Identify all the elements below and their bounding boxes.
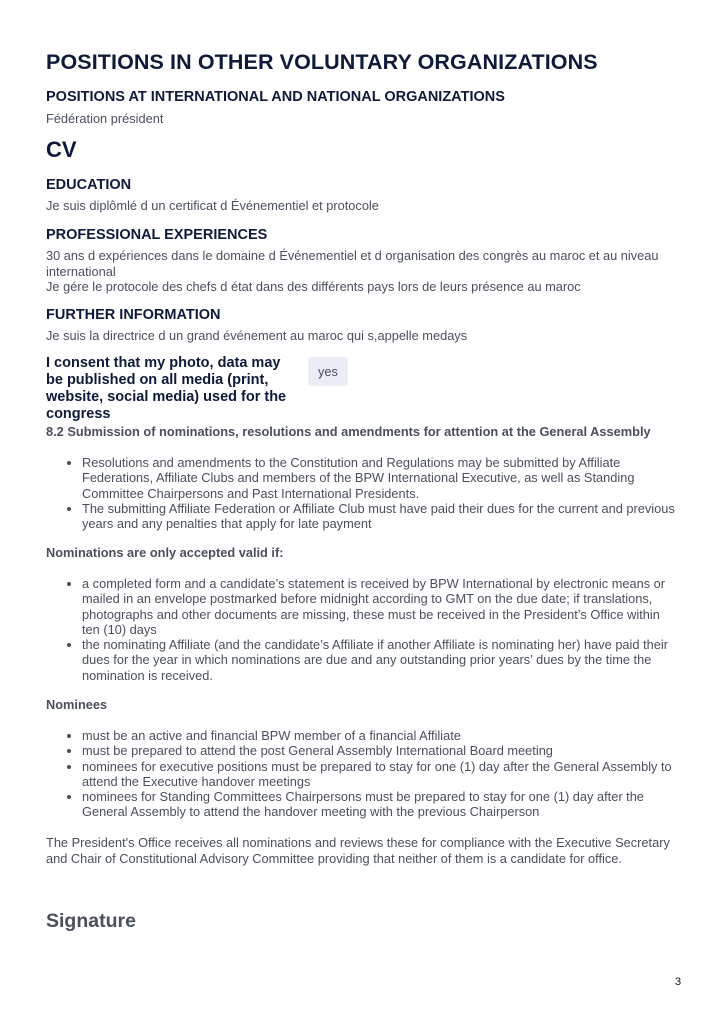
nominees-list	[46, 728, 678, 820]
further-heading: FURTHER INFORMATION	[46, 307, 221, 323]
list-item: • nominees for Standing Committees Chairpersons must be prepared to stay for one (1) day after the General Assembly to attend the handover meeting with the previous Chairperson	[82, 789, 678, 820]
submission-list	[46, 455, 678, 531]
signature-heading: Signature	[46, 910, 136, 932]
list-item: • nominees for executive positions must be prepared to stay for one (1) day after the General Assembly to attend the Executive handover meetings	[82, 759, 678, 790]
experience-line-2: Je gére le protocole des chefs d état dans des différents pays lors de leurs présence au maroc	[46, 279, 581, 294]
further-text: Je suis la directrice d un grand événement au maroc qui s,appelle medays	[46, 328, 468, 343]
list-item: • must be an active and financial BPW member of a financial Affiliate	[82, 728, 678, 743]
page-number: 3	[675, 976, 682, 988]
valid-list	[46, 576, 678, 683]
consent-value-badge: yes	[308, 357, 348, 386]
list-item: • The submitting Affiliate Federation or Affiliate Club must have paid their dues for the current and previous years and any penalties that apply for late payment	[82, 501, 678, 532]
education-heading: EDUCATION	[46, 177, 132, 193]
positions-title: POSITIONS IN OTHER VOLUNTARY ORGANIZATIONS	[46, 50, 598, 74]
rules-section-title: 8.2 Submission of nominations, resolutions and amendments for attention at the General Assembly	[46, 424, 651, 439]
list-item: • must be prepared to attend the post General Assembly International Board meeting	[82, 743, 678, 758]
positions-value: Fédération président	[46, 111, 164, 126]
cv-title: CV	[46, 137, 77, 162]
nominees-heading: Nominees	[46, 697, 108, 712]
list-item: • a completed form and a candidate’s statement is received by BPW International by electronic means or mailed in an envelope postmarked before midnight according to GMT on the due date; if translations, photographs and other documents are missing, these must be received in the President’s Office within ten (10) days	[82, 576, 678, 637]
experience-line-1: 30 ans d expériences dans le domaine d Événementiel et d organisation des congrès au maroc et au niveau international	[46, 248, 659, 279]
education-text: Je suis diplômlé d un certificat d Événementiel et protocole	[46, 198, 379, 213]
valid-heading: Nominations are only accepted valid if:	[46, 545, 284, 560]
list-item: • the nominating Affiliate (and the candidate’s Affiliate if another Affiliate is nominating her) have paid their dues for the year in which nominations are due and any outstanding prior years’ dues by the time the nomination is received.	[82, 637, 678, 683]
list-item: • Resolutions and amendments to the Constitution and Regulations may be submitted by Affiliate Federations, Affiliate Clubs and members of the BPW International Executive, as well as Standing Committee Chairpersons and Past International Presidents.	[82, 455, 678, 501]
consent-label: I consent that my photo, data may be published on all media (print, website, social media) used for the congress	[46, 355, 287, 422]
experience-heading: PROFESSIONAL EXPERIENCES	[46, 227, 268, 243]
positions-subtitle: POSITIONS AT INTERNATIONAL AND NATIONAL ORGANIZATIONS	[46, 89, 505, 105]
closing-paragraph: The President's Office receives all nominations and reviews these for compliance with the Executive Secretary and Chair of Constitutional Advisory Committee providing that neither of them is a candidate for office.	[46, 835, 670, 866]
